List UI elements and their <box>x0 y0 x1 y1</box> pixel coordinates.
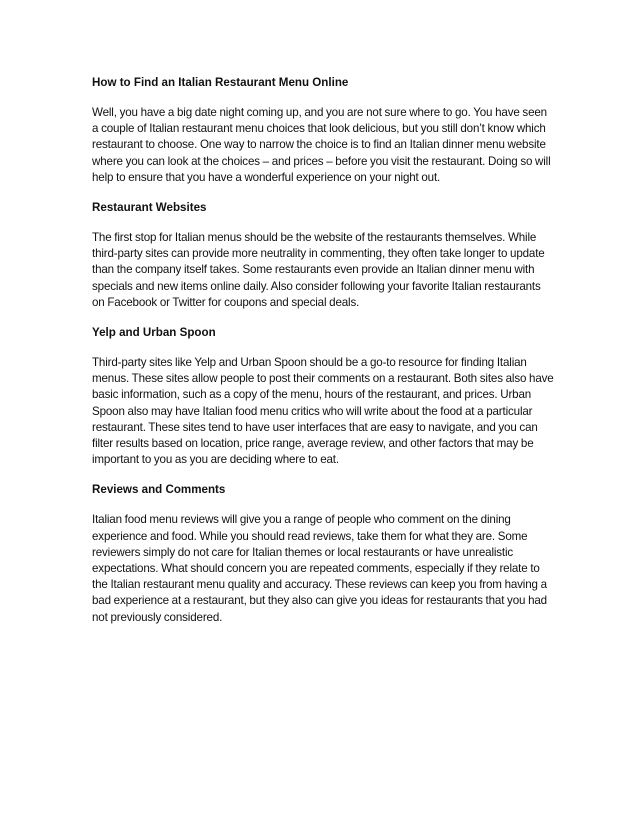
section-heading-yelp-urban-spoon: Yelp and Urban Spoon <box>92 326 216 340</box>
document-title: How to Find an Italian Restaurant Menu Online <box>92 76 349 89</box>
section-heading-restaurant-websites: Restaurant Websites <box>92 201 207 215</box>
document-page <box>92 75 554 626</box>
section-body-restaurant-websites: The first stop for Italian menus should be the website of the restaurants themselves. While third-party sites can provide more neutrality in commenting, they often take longer to update than the company itself takes. Some restaurants even provide an Italian dinner menu with specials and new items online daily. Also consider following your favorite Italian restaurants on Facebook or Twitter for coupons and special deals. <box>92 231 545 309</box>
section-heading-reviews-comments: Reviews and Comments <box>92 483 226 497</box>
section-body-reviews-comments: Italian food menu reviews will give you a range of people who comment on the dining experience and food. While you should read reviews, take them for what they are. Some reviewers simply do not care for Italian themes or local restaurants or have unrealistic expectations. What should concern you are repeated comments, especially if they relate to the Italian restaurant menu quality and accuracy. These reviews can keep you from having a bad experience at a restaurant, but they also can give you ideas for restaurants that you had not previously considered. <box>92 513 547 624</box>
intro-paragraph: Well, you have a big date night coming up, and you are not sure where to go. You have seen a couple of Italian restaurant menu choices that look delicious, but you still don’t know which restaurant to choose. One way to narrow the choice is to find an Italian dinner menu website where you can look at the choices – and prices – before you visit the restaurant. Doing so will help to ensure that you have a wonderful experience on your night out. <box>92 106 551 184</box>
section-body-yelp-urban-spoon: Third-party sites like Yelp and Urban Spoon should be a go-to resource for finding Italian menus. These sites allow people to post their comments on a restaurant. Both sites also have basic information, such as a copy of the menu, hours of the restaurant, and prices. Urban Spoon also may have Italian food menu critics who will write about the food at a particular restaurant. These sites tend to have user interfaces that are easy to navigate, and you can filter results based on location, price range, average review, and other factors that may be important to you as you are deciding where to eat. <box>92 356 554 467</box>
